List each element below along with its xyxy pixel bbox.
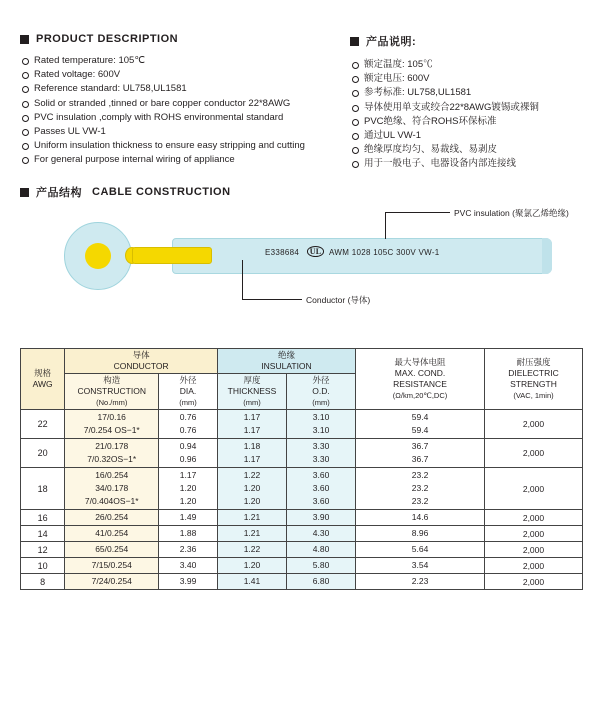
cell-diameter-line: 3.99 bbox=[179, 576, 197, 586]
cell-thickness-line: 1.20 bbox=[243, 496, 261, 506]
cell-dielectric: 2,000 bbox=[484, 410, 582, 439]
cell-thickness-line: 1.17 bbox=[243, 412, 261, 422]
cell-diameter bbox=[159, 439, 218, 468]
list-item bbox=[22, 82, 350, 96]
cell-construction-line: 7/24/0.254 bbox=[91, 576, 132, 586]
circle-bullet-icon bbox=[22, 129, 29, 136]
cell-dielectric: 2,000 bbox=[484, 439, 582, 468]
cell-construction-line: 7/0.404OS−1* bbox=[84, 496, 139, 506]
list-item bbox=[352, 101, 583, 115]
cell-thickness bbox=[217, 526, 286, 542]
header-construction-unit: (No./mm) bbox=[96, 398, 128, 407]
header-od bbox=[287, 374, 356, 410]
cell-construction bbox=[65, 468, 159, 510]
cell-diameter-line: 1.88 bbox=[179, 528, 197, 538]
insulation-leader-horizontal bbox=[385, 212, 450, 213]
circle-bullet-icon bbox=[22, 143, 29, 150]
cell-od bbox=[287, 574, 356, 590]
cell-resistance bbox=[356, 558, 485, 574]
table-row bbox=[21, 439, 583, 468]
cell-resistance-line: 14.6 bbox=[411, 512, 429, 522]
table-row bbox=[21, 410, 583, 439]
list-item-label: Rated temperature: 105℃ bbox=[34, 55, 146, 66]
square-bullet-icon bbox=[350, 37, 359, 46]
cell-thickness bbox=[217, 410, 286, 439]
header-awg-en: AWG bbox=[32, 379, 53, 389]
table-row bbox=[21, 558, 583, 574]
cell-od-line: 3.10 bbox=[312, 412, 330, 422]
cell-dielectric: 2,000 bbox=[484, 526, 582, 542]
list-item-label: PVC insulation ,comply with ROHS environmental standard bbox=[34, 111, 284, 123]
header-construction-cn: 构造 bbox=[103, 375, 121, 385]
cell-thickness-line: 1.21 bbox=[243, 528, 261, 538]
table-body bbox=[21, 410, 583, 590]
cell-od bbox=[287, 439, 356, 468]
cell-diameter bbox=[159, 410, 218, 439]
header-thickness-en: THICKNESS bbox=[227, 386, 277, 396]
cell-od-line: 5.80 bbox=[312, 560, 330, 570]
cable-construction-heading-cn: 产品结构 bbox=[36, 187, 82, 199]
cell-thickness bbox=[217, 574, 286, 590]
cross-section-conductor bbox=[85, 243, 111, 269]
cell-thickness bbox=[217, 542, 286, 558]
header-dielectric bbox=[484, 349, 582, 410]
list-item bbox=[352, 72, 583, 86]
cell-od-line: 6.80 bbox=[312, 576, 330, 586]
table-row bbox=[21, 510, 583, 526]
table-row bbox=[21, 542, 583, 558]
cell-od-line: 4.30 bbox=[312, 528, 330, 538]
cell-awg: 18 bbox=[21, 468, 65, 510]
specification-table bbox=[20, 348, 583, 590]
cell-od bbox=[287, 542, 356, 558]
header-group-insulation-cn: 绝缘 bbox=[277, 350, 295, 360]
cell-resistance bbox=[356, 542, 485, 558]
circle-bullet-icon bbox=[22, 58, 29, 65]
header-dielectric-unit: (VAC, 1min) bbox=[513, 391, 554, 400]
cell-thickness-line: 1.20 bbox=[243, 483, 261, 493]
print-file-number: E338684 bbox=[265, 248, 300, 257]
circle-bullet-icon bbox=[352, 76, 359, 83]
table-row bbox=[21, 574, 583, 590]
cell-construction-line: 7/0.32OS−1* bbox=[87, 454, 137, 464]
cell-od bbox=[287, 526, 356, 542]
list-item-label: 额定电压: 600V bbox=[364, 73, 430, 85]
cell-diameter-line: 0.94 bbox=[179, 441, 197, 451]
circle-bullet-icon bbox=[22, 157, 29, 164]
cell-thickness-line: 1.22 bbox=[243, 544, 261, 554]
list-item bbox=[22, 68, 350, 82]
circle-bullet-icon bbox=[352, 161, 359, 168]
table-row bbox=[21, 526, 583, 542]
circle-bullet-icon bbox=[352, 105, 359, 112]
cell-diameter bbox=[159, 558, 218, 574]
square-bullet-icon bbox=[20, 35, 29, 44]
cell-construction bbox=[65, 510, 159, 526]
conductor-leader-vertical bbox=[242, 260, 243, 300]
cell-od-line: 3.10 bbox=[312, 425, 330, 435]
cell-diameter bbox=[159, 574, 218, 590]
product-description-heading bbox=[20, 33, 350, 45]
cell-construction-line: 34/0.178 bbox=[95, 483, 129, 493]
cell-resistance-line: 8.96 bbox=[411, 528, 429, 538]
cell-diameter-line: 3.40 bbox=[179, 560, 197, 570]
label-pvc-insulation: PVC insulation (聚氯乙烯绝缘) bbox=[454, 208, 569, 218]
cell-resistance-line: 5.64 bbox=[411, 544, 429, 554]
cell-construction bbox=[65, 574, 159, 590]
cell-resistance-line: 23.2 bbox=[411, 496, 429, 506]
cell-awg: 12 bbox=[21, 542, 65, 558]
circle-bullet-icon bbox=[352, 119, 359, 126]
header-od-unit: (mm) bbox=[312, 398, 330, 407]
circle-bullet-icon bbox=[22, 86, 29, 93]
circle-bullet-icon bbox=[352, 90, 359, 97]
list-item-label: 导体使用单支或绞合22*8AWG镀锡或裸铜 bbox=[364, 101, 539, 113]
cell-awg: 14 bbox=[21, 526, 65, 542]
ul-logo-icon: UL bbox=[307, 246, 325, 257]
cell-diameter-line: 2.36 bbox=[179, 544, 197, 554]
product-description-heading-cn-label: 产品说明: bbox=[366, 36, 417, 48]
cell-resistance-line: 36.7 bbox=[411, 454, 429, 464]
cell-construction-line: 17/0.16 bbox=[97, 412, 126, 422]
cell-resistance-line: 59.4 bbox=[411, 425, 429, 435]
circle-bullet-icon bbox=[22, 115, 29, 122]
header-diameter-unit: (mm) bbox=[179, 398, 197, 407]
cell-thickness bbox=[217, 468, 286, 510]
cell-resistance-line: 23.2 bbox=[411, 483, 429, 493]
description-chinese-list bbox=[352, 58, 583, 172]
cell-od-line: 4.80 bbox=[312, 544, 330, 554]
cell-construction-line: 7/0.254 OS−1* bbox=[83, 425, 140, 435]
header-group-conductor-cn: 导体 bbox=[132, 350, 150, 360]
table-header-row-group bbox=[21, 349, 583, 374]
circle-bullet-icon bbox=[352, 133, 359, 140]
header-awg-spacer bbox=[21, 349, 65, 410]
cell-od-line: 3.30 bbox=[312, 441, 330, 451]
header-construction bbox=[65, 374, 159, 410]
cell-dielectric: 2,000 bbox=[484, 468, 582, 510]
print-ratings: AWM 1028 105C 300V VW-1 bbox=[329, 248, 440, 257]
header-resistance-unit: (Ω/km,20℃,DC) bbox=[392, 391, 448, 400]
cell-construction-line: 7/15/0.254 bbox=[91, 560, 132, 570]
cell-construction-line: 65/0.254 bbox=[95, 544, 129, 554]
cell-thickness bbox=[217, 510, 286, 526]
cell-construction-line: 21/0.178 bbox=[95, 441, 129, 451]
cell-od bbox=[287, 410, 356, 439]
cell-diameter-line: 0.76 bbox=[179, 412, 197, 422]
header-dielectric-en1: DIELECTRIC bbox=[508, 368, 559, 378]
header-diameter-label: DIA. bbox=[179, 386, 197, 396]
cell-od bbox=[287, 558, 356, 574]
cell-diameter-line: 1.49 bbox=[179, 512, 197, 522]
specification-table-wrapper bbox=[20, 348, 583, 590]
header-resistance-en2: RESISTANCE bbox=[393, 379, 447, 389]
list-item bbox=[22, 97, 350, 111]
cell-resistance bbox=[356, 510, 485, 526]
list-item bbox=[22, 54, 350, 68]
cell-construction bbox=[65, 558, 159, 574]
header-resistance bbox=[356, 349, 485, 410]
product-description-heading-label: PRODUCT DESCRIPTION bbox=[36, 33, 179, 45]
list-item-label: 绝缘厚度均匀、易裁线、易剥皮 bbox=[364, 144, 498, 156]
cell-dielectric: 2,000 bbox=[484, 558, 582, 574]
header-diameter bbox=[159, 374, 218, 410]
list-item-label: Reference standard: UL758,UL1581 bbox=[34, 83, 187, 95]
circle-bullet-icon bbox=[22, 101, 29, 108]
cell-resistance-line: 23.2 bbox=[411, 470, 429, 480]
table-header bbox=[21, 349, 583, 410]
cell-thickness-line: 1.20 bbox=[243, 560, 261, 570]
header-thickness-cn: 厚度 bbox=[243, 375, 261, 385]
cell-thickness-line: 1.41 bbox=[243, 576, 261, 586]
cell-diameter bbox=[159, 510, 218, 526]
cell-awg: 16 bbox=[21, 510, 65, 526]
cell-diameter bbox=[159, 468, 218, 510]
list-item bbox=[352, 143, 583, 157]
square-bullet-icon bbox=[20, 188, 29, 197]
list-item bbox=[22, 153, 350, 167]
header-dielectric-cn: 耐压强度 bbox=[516, 357, 551, 367]
cell-thickness bbox=[217, 439, 286, 468]
cell-awg: 20 bbox=[21, 439, 65, 468]
header-group-conductor-en: CONDUCTOR bbox=[113, 361, 169, 371]
cell-diameter-line: 1.17 bbox=[179, 470, 197, 480]
header-od-en: O.D. bbox=[312, 386, 330, 396]
cell-resistance bbox=[356, 574, 485, 590]
conductor-leader-horizontal bbox=[242, 299, 302, 300]
list-item-label: Rated voltage: 600V bbox=[34, 69, 121, 81]
header-thickness-unit: (mm) bbox=[243, 398, 261, 407]
list-item-label: PVC绝缘、符合ROHS环保标准 bbox=[364, 115, 497, 127]
cell-thickness-line: 1.22 bbox=[243, 470, 261, 480]
cell-diameter-line: 1.20 bbox=[179, 496, 197, 506]
insulation-leader-vertical bbox=[385, 212, 386, 239]
circle-bullet-icon bbox=[352, 62, 359, 69]
cable-construction-heading-en: CABLE CONSTRUCTION bbox=[92, 186, 231, 198]
list-item bbox=[352, 86, 583, 100]
header-diameter-cn: 外径 bbox=[179, 375, 197, 385]
cell-thickness-line: 1.21 bbox=[243, 512, 261, 522]
table-row bbox=[21, 468, 583, 510]
list-item bbox=[22, 125, 350, 139]
header-resistance-en1: MAX. COND. bbox=[394, 368, 446, 378]
cell-resistance bbox=[356, 468, 485, 510]
cell-od-line: 3.60 bbox=[312, 496, 330, 506]
label-conductor: Conductor (导体) bbox=[306, 295, 371, 305]
cell-diameter-line: 0.76 bbox=[179, 425, 197, 435]
wire-conductor-body bbox=[132, 247, 212, 264]
cell-thickness bbox=[217, 558, 286, 574]
cell-construction bbox=[65, 439, 159, 468]
cell-resistance bbox=[356, 439, 485, 468]
cable-construction-heading bbox=[20, 184, 231, 200]
list-item bbox=[22, 111, 350, 125]
description-english-list bbox=[22, 54, 350, 168]
cell-od-line: 3.60 bbox=[312, 483, 330, 493]
cell-dielectric: 2,000 bbox=[484, 574, 582, 590]
cell-thickness-line: 1.18 bbox=[243, 441, 261, 451]
header-dielectric-en2: STRENGTH bbox=[510, 379, 557, 389]
list-item-label: 用于一般电子、电器设备内部连接线 bbox=[364, 158, 517, 170]
header-construction-en: CONSTRUCTION bbox=[77, 386, 146, 396]
list-item-label: 额定温度: 105℃ bbox=[364, 59, 433, 70]
header-group-conductor bbox=[65, 349, 218, 374]
list-item bbox=[352, 129, 583, 143]
header-group-insulation bbox=[217, 349, 355, 374]
product-description-heading-cn bbox=[350, 33, 583, 49]
cable-diagram bbox=[20, 200, 583, 325]
list-item bbox=[352, 157, 583, 171]
cable-print-legend bbox=[265, 247, 440, 258]
list-item bbox=[22, 139, 350, 153]
cell-diameter bbox=[159, 526, 218, 542]
cell-diameter-line: 0.96 bbox=[179, 454, 197, 464]
header-awg-cn: 规格 bbox=[34, 368, 52, 378]
cell-resistance-line: 59.4 bbox=[411, 412, 429, 422]
cell-thickness-line: 1.17 bbox=[243, 425, 261, 435]
cell-construction-line: 26/0.254 bbox=[95, 512, 129, 522]
cell-od bbox=[287, 510, 356, 526]
cell-dielectric: 2,000 bbox=[484, 542, 582, 558]
cell-awg: 22 bbox=[21, 410, 65, 439]
cell-resistance-line: 36.7 bbox=[411, 441, 429, 451]
list-item-label: Solid or stranded ,tinned or bare copper conductor 22*8AWG bbox=[34, 97, 291, 109]
list-item-label: For general purpose internal wiring of appliance bbox=[34, 154, 235, 166]
product-description-section bbox=[20, 33, 583, 172]
cell-dielectric: 2,000 bbox=[484, 510, 582, 526]
cell-resistance-line: 3.54 bbox=[411, 560, 429, 570]
cell-construction bbox=[65, 526, 159, 542]
list-item bbox=[352, 58, 583, 72]
cell-awg: 10 bbox=[21, 558, 65, 574]
list-item-label: 通过UL VW-1 bbox=[364, 130, 422, 142]
header-thickness bbox=[217, 374, 286, 410]
description-english-column bbox=[20, 33, 350, 172]
cell-awg: 8 bbox=[21, 574, 65, 590]
list-item-label: 参考标准: UL758,UL1581 bbox=[364, 87, 472, 99]
cell-resistance bbox=[356, 526, 485, 542]
cell-od-line: 3.60 bbox=[312, 470, 330, 480]
cell-od-line: 3.30 bbox=[312, 454, 330, 464]
circle-bullet-icon bbox=[352, 147, 359, 154]
list-item-label: Uniform insulation thickness to ensure easy stripping and cutting bbox=[34, 140, 305, 152]
cell-construction-line: 16/0.254 bbox=[95, 470, 129, 480]
cell-construction-line: 41/0.254 bbox=[95, 528, 129, 538]
header-resistance-cn: 最大导体电阻 bbox=[394, 357, 446, 367]
list-item-label: Passes UL VW-1 bbox=[34, 126, 106, 138]
cell-construction bbox=[65, 410, 159, 439]
cell-diameter-line: 1.20 bbox=[179, 483, 197, 493]
description-chinese-column bbox=[350, 33, 583, 172]
cell-resistance-line: 2.23 bbox=[411, 576, 429, 586]
cell-resistance bbox=[356, 410, 485, 439]
cell-od bbox=[287, 468, 356, 510]
header-group-insulation-en: INSULATION bbox=[261, 361, 312, 371]
header-od-cn: 外径 bbox=[312, 375, 330, 385]
circle-bullet-icon bbox=[22, 72, 29, 79]
cell-od-line: 3.90 bbox=[312, 512, 330, 522]
cross-section-insulation bbox=[64, 222, 132, 290]
list-item bbox=[352, 115, 583, 129]
cell-thickness-line: 1.17 bbox=[243, 454, 261, 464]
cell-diameter bbox=[159, 542, 218, 558]
cell-construction bbox=[65, 542, 159, 558]
